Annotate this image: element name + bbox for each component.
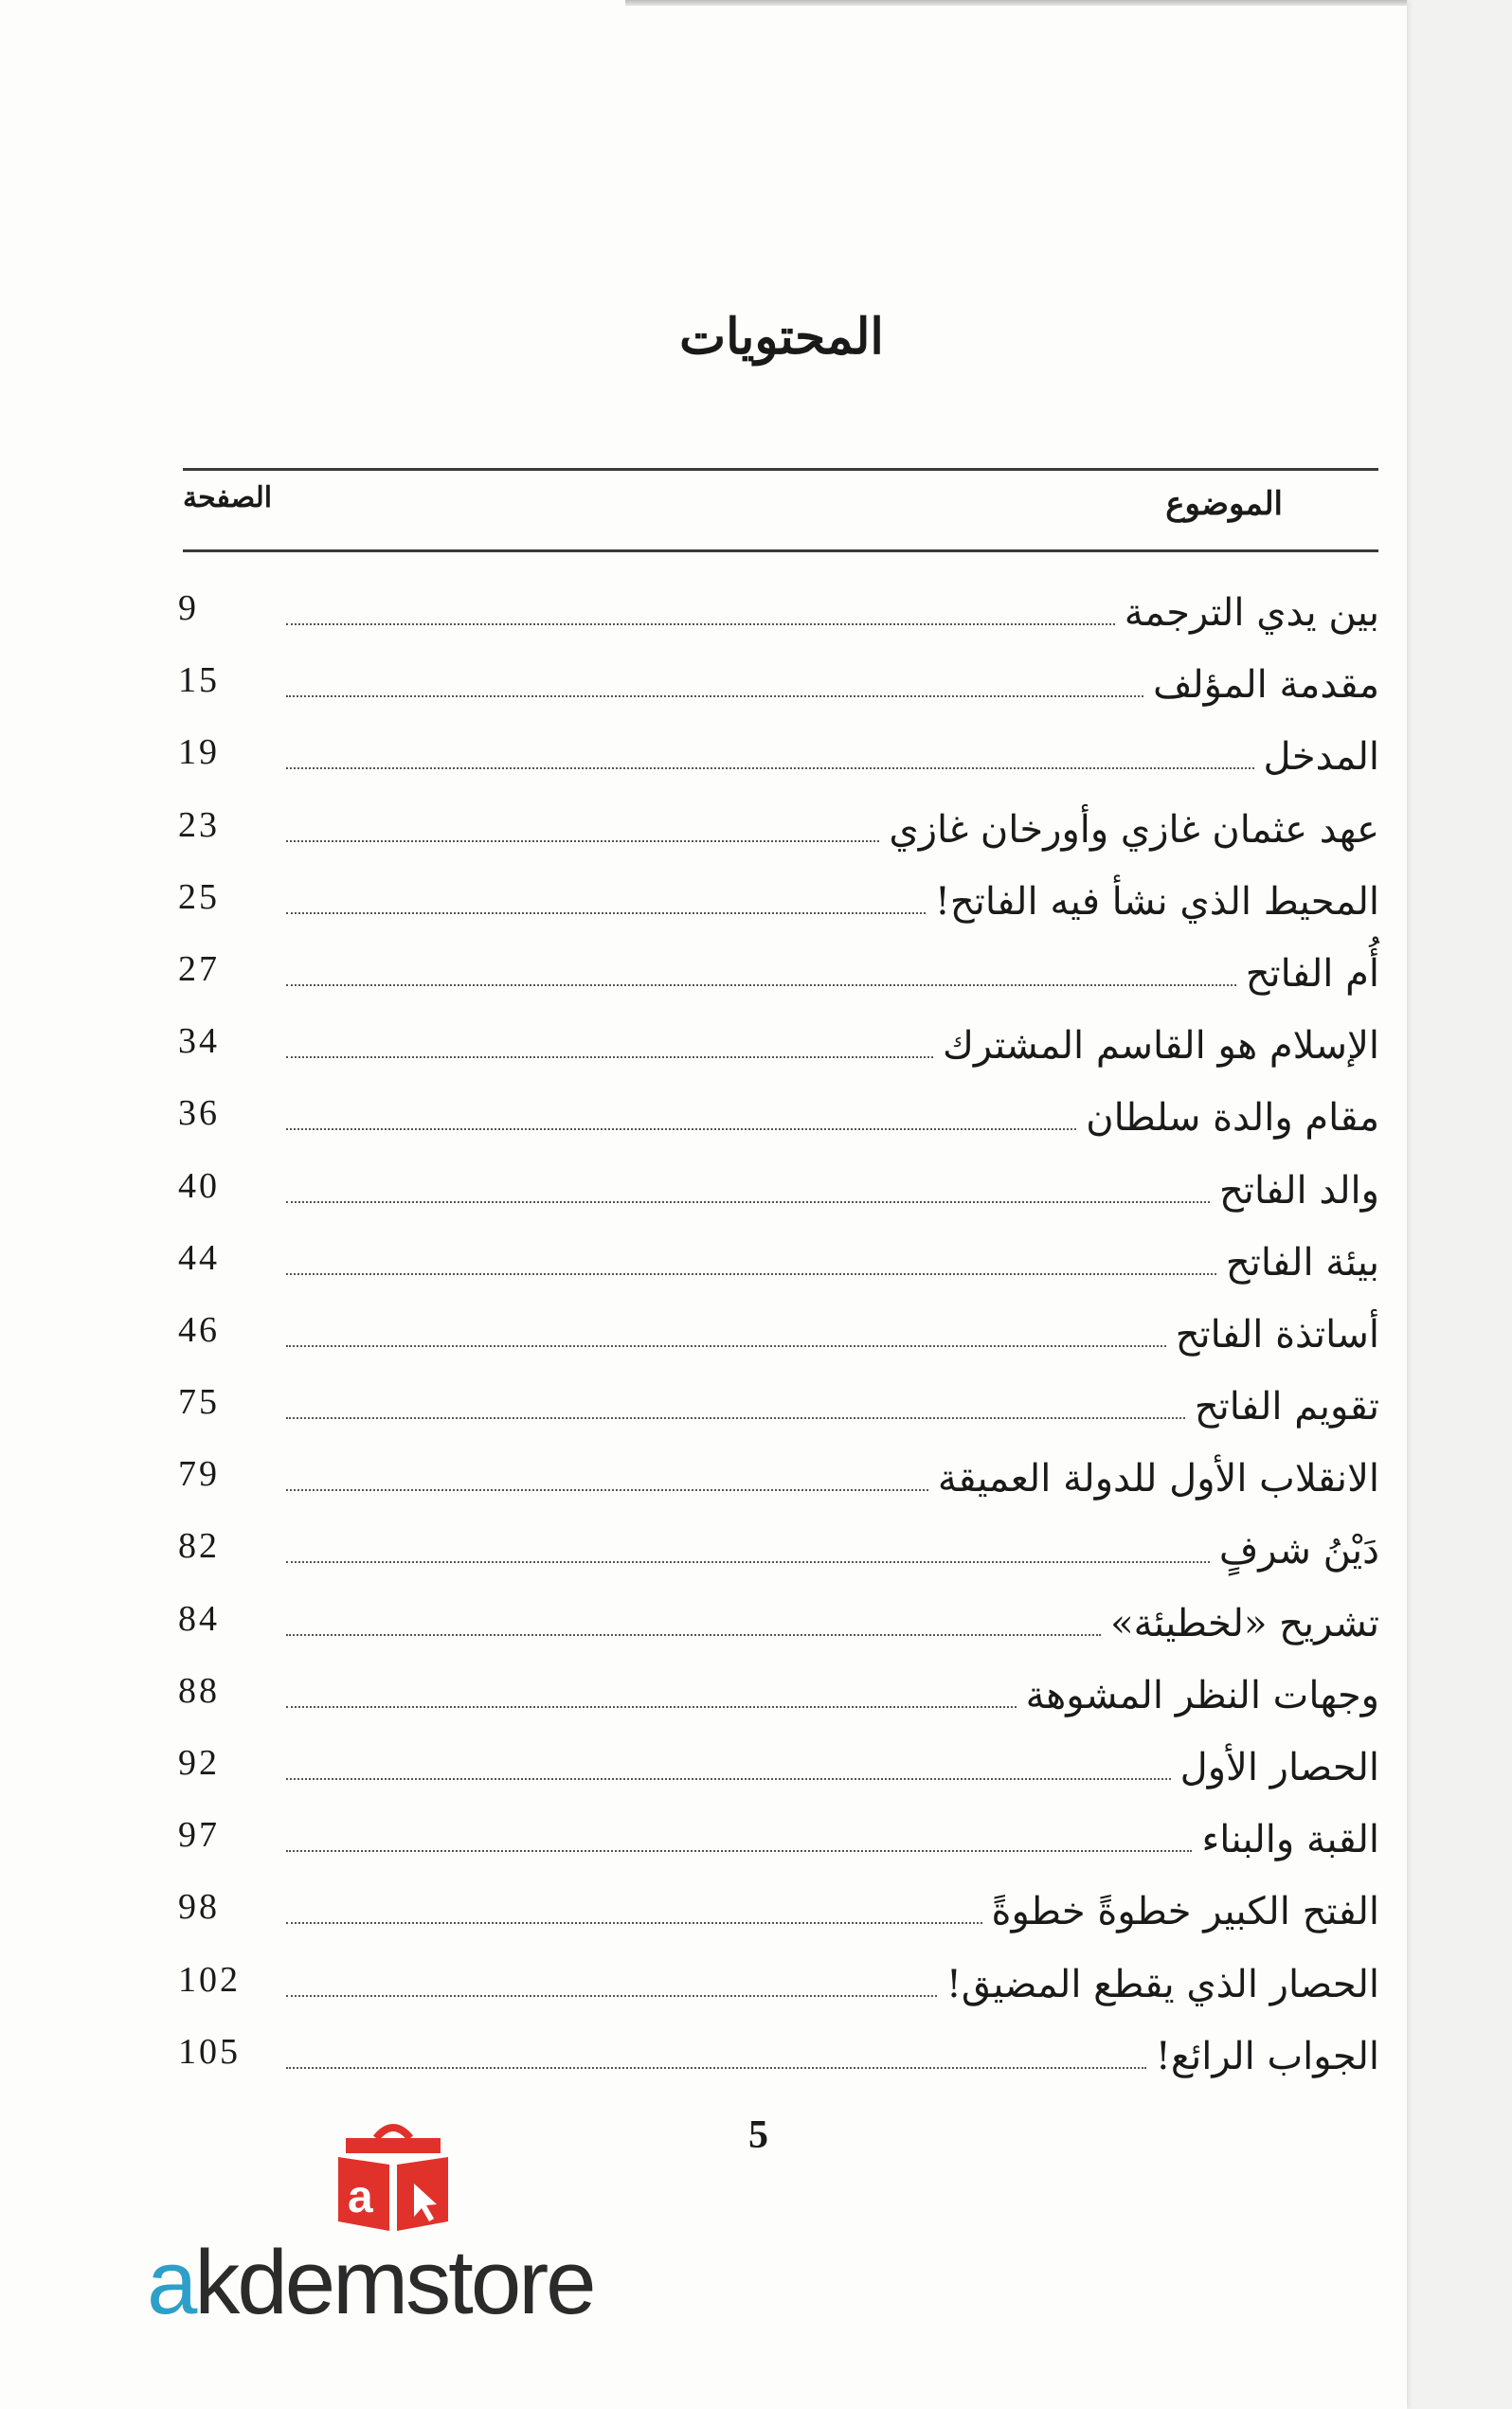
toc-entry-page: 88 bbox=[178, 1670, 220, 1711]
toc-entry-page: 98 bbox=[178, 1887, 220, 1928]
toc-entry-title: القبة والبناء bbox=[1201, 1818, 1379, 1862]
column-header-topic: الموضوع bbox=[1165, 485, 1283, 523]
toc-entry-line bbox=[286, 808, 1379, 852]
toc-entry-title: بيئة الفاتح bbox=[1225, 1240, 1379, 1285]
toc-entry-page: 34 bbox=[178, 1021, 220, 1062]
toc-entry-page: 79 bbox=[178, 1454, 220, 1495]
toc-leader-dots bbox=[286, 695, 1143, 697]
toc-entry-line bbox=[286, 663, 1379, 707]
toc-entry-title: الحصار الأول bbox=[1179, 1746, 1379, 1789]
toc-entry bbox=[167, 650, 1379, 722]
toc-entry-line bbox=[286, 1096, 1379, 1140]
page-top-edge bbox=[625, 0, 1407, 6]
toc-entry-line bbox=[286, 1169, 1379, 1213]
toc-entry bbox=[167, 1589, 1379, 1661]
toc-entry-line bbox=[286, 952, 1379, 996]
toc-entry-page: 75 bbox=[178, 1382, 220, 1423]
toc-entry-title: الجواب الرائع! bbox=[1155, 2034, 1379, 2078]
toc-entry-page: 25 bbox=[178, 876, 220, 917]
toc-entry-title: مقام والدة سلطان bbox=[1086, 1096, 1379, 1141]
toc-entry bbox=[167, 2022, 1379, 2094]
toc-entry bbox=[167, 867, 1379, 939]
toc-entry bbox=[167, 1300, 1379, 1372]
toc-entry-title: الفتح الكبير خطوةً خطوةً bbox=[991, 1890, 1379, 1934]
toc-entry-page: 19 bbox=[178, 732, 220, 773]
toc-entry bbox=[167, 722, 1379, 794]
toc-leader-dots bbox=[286, 840, 879, 842]
toc-leader-dots bbox=[286, 1128, 1076, 1130]
toc-entry-title: تشريح «لخطيئة» bbox=[1110, 1601, 1379, 1645]
toc-leader-dots bbox=[286, 1922, 982, 1924]
header-bottom-rule bbox=[183, 549, 1378, 552]
toc-entry-page: 9 bbox=[178, 588, 199, 628]
toc-entry bbox=[167, 1372, 1379, 1444]
toc-entry bbox=[167, 1444, 1379, 1516]
toc-entry-title: الإسلام هو القاسم المشترك bbox=[942, 1024, 1379, 1069]
toc-entry-line bbox=[286, 1024, 1379, 1068]
toc-leader-dots bbox=[286, 1778, 1171, 1780]
toc-leader-dots bbox=[286, 1850, 1192, 1852]
toc-entry-line bbox=[286, 591, 1379, 635]
toc-entry-title: عهد عثمان غازي وأورخان غازي bbox=[889, 807, 1379, 852]
toc-entry bbox=[167, 1661, 1379, 1733]
toc-entry-line bbox=[286, 1602, 1379, 1645]
page-title: المحتويات bbox=[679, 308, 884, 366]
table-of-contents bbox=[167, 578, 1379, 2094]
toc-leader-dots bbox=[286, 1706, 1017, 1708]
toc-entry-title: دَيْنُ شرفٍ bbox=[1218, 1529, 1379, 1573]
toc-leader-dots bbox=[286, 1417, 1185, 1419]
toc-entry-line bbox=[286, 1746, 1379, 1789]
toc-leader-dots bbox=[286, 2067, 1146, 2069]
toc-entry-page: 82 bbox=[178, 1526, 220, 1567]
shopping-book-icon bbox=[327, 2117, 459, 2236]
toc-leader-dots bbox=[286, 912, 926, 914]
toc-entry bbox=[167, 1516, 1379, 1588]
toc-entry-title: بين يدي الترجمة bbox=[1124, 591, 1379, 635]
toc-leader-dots bbox=[286, 623, 1115, 625]
toc-entry-line bbox=[286, 1457, 1379, 1501]
toc-entry bbox=[167, 1083, 1379, 1155]
toc-entry bbox=[167, 1011, 1379, 1083]
toc-leader-dots bbox=[286, 767, 1254, 769]
toc-entry-line bbox=[286, 1890, 1379, 1933]
toc-entry-page: 27 bbox=[178, 948, 220, 989]
toc-entry-line bbox=[286, 1385, 1379, 1429]
toc-entry-title: والد الفاتح bbox=[1218, 1168, 1379, 1213]
toc-entry-page: 84 bbox=[178, 1598, 220, 1639]
toc-entry bbox=[167, 939, 1379, 1011]
toc-entry-line bbox=[286, 1674, 1379, 1717]
toc-leader-dots bbox=[286, 1273, 1216, 1275]
toc-entry-title: الانقلاب الأول للدولة العميقة bbox=[937, 1457, 1379, 1501]
toc-leader-dots bbox=[286, 1489, 928, 1491]
svg-text:a: a bbox=[348, 2172, 373, 2222]
page-number: 5 bbox=[748, 2113, 768, 2157]
toc-entry-page: 105 bbox=[178, 2031, 241, 2072]
toc-entry bbox=[167, 1733, 1379, 1805]
toc-entry-line bbox=[286, 1818, 1379, 1861]
toc-entry-page: 15 bbox=[178, 660, 220, 701]
toc-entry-page: 102 bbox=[178, 1959, 241, 2000]
toc-entry-title: وجهات النظر المشوهة bbox=[1025, 1673, 1379, 1717]
toc-entry bbox=[167, 1877, 1379, 1949]
toc-entry-line bbox=[286, 2035, 1379, 2078]
toc-entry-page: 36 bbox=[178, 1093, 220, 1134]
toc-entry-line bbox=[286, 880, 1379, 924]
toc-entry-page: 44 bbox=[178, 1237, 220, 1278]
toc-entry bbox=[167, 1805, 1379, 1877]
toc-entry-title: مقدمة المؤلف bbox=[1153, 663, 1379, 708]
toc-entry bbox=[167, 1950, 1379, 2022]
toc-leader-dots bbox=[286, 984, 1236, 986]
toc-entry-page: 23 bbox=[178, 804, 220, 845]
toc-leader-dots bbox=[286, 1056, 933, 1058]
toc-leader-dots bbox=[286, 1345, 1166, 1347]
toc-entry-page: 40 bbox=[178, 1165, 220, 1206]
toc-leader-dots bbox=[286, 1561, 1210, 1563]
toc-leader-dots bbox=[286, 1634, 1101, 1636]
toc-entry-line bbox=[286, 1313, 1379, 1357]
toc-entry-line bbox=[286, 735, 1379, 779]
toc-entry-page: 97 bbox=[178, 1815, 220, 1856]
column-header-page: الصفحة bbox=[183, 481, 273, 514]
toc-entry-line bbox=[286, 1241, 1379, 1285]
toc-entry-line bbox=[286, 1963, 1379, 2006]
toc-leader-dots bbox=[286, 1201, 1210, 1203]
toc-entry bbox=[167, 1228, 1379, 1300]
toc-entry-title: أساتذة الفاتح bbox=[1175, 1312, 1379, 1357]
toc-entry-page: 92 bbox=[178, 1743, 220, 1783]
toc-entry bbox=[167, 578, 1379, 650]
akdemstore-watermark bbox=[147, 2117, 639, 2354]
toc-entry-title: تقويم الفاتح bbox=[1194, 1385, 1379, 1429]
toc-entry-title: المدخل bbox=[1263, 735, 1379, 780]
toc-entry-title: أُم الفاتح bbox=[1245, 951, 1379, 996]
toc-entry-title: الحصار الذي يقطع المضيق! bbox=[945, 1962, 1379, 2006]
toc-entry bbox=[167, 795, 1379, 867]
toc-entry-line bbox=[286, 1529, 1379, 1573]
watermark-text: akdemstore bbox=[147, 2232, 594, 2333]
toc-entry bbox=[167, 1156, 1379, 1228]
toc-entry-page: 46 bbox=[178, 1309, 220, 1350]
toc-entry-title: المحيط الذي نشأ فيه الفاتح! bbox=[934, 879, 1379, 924]
header-top-rule bbox=[183, 468, 1378, 471]
toc-leader-dots bbox=[286, 1995, 937, 1997]
